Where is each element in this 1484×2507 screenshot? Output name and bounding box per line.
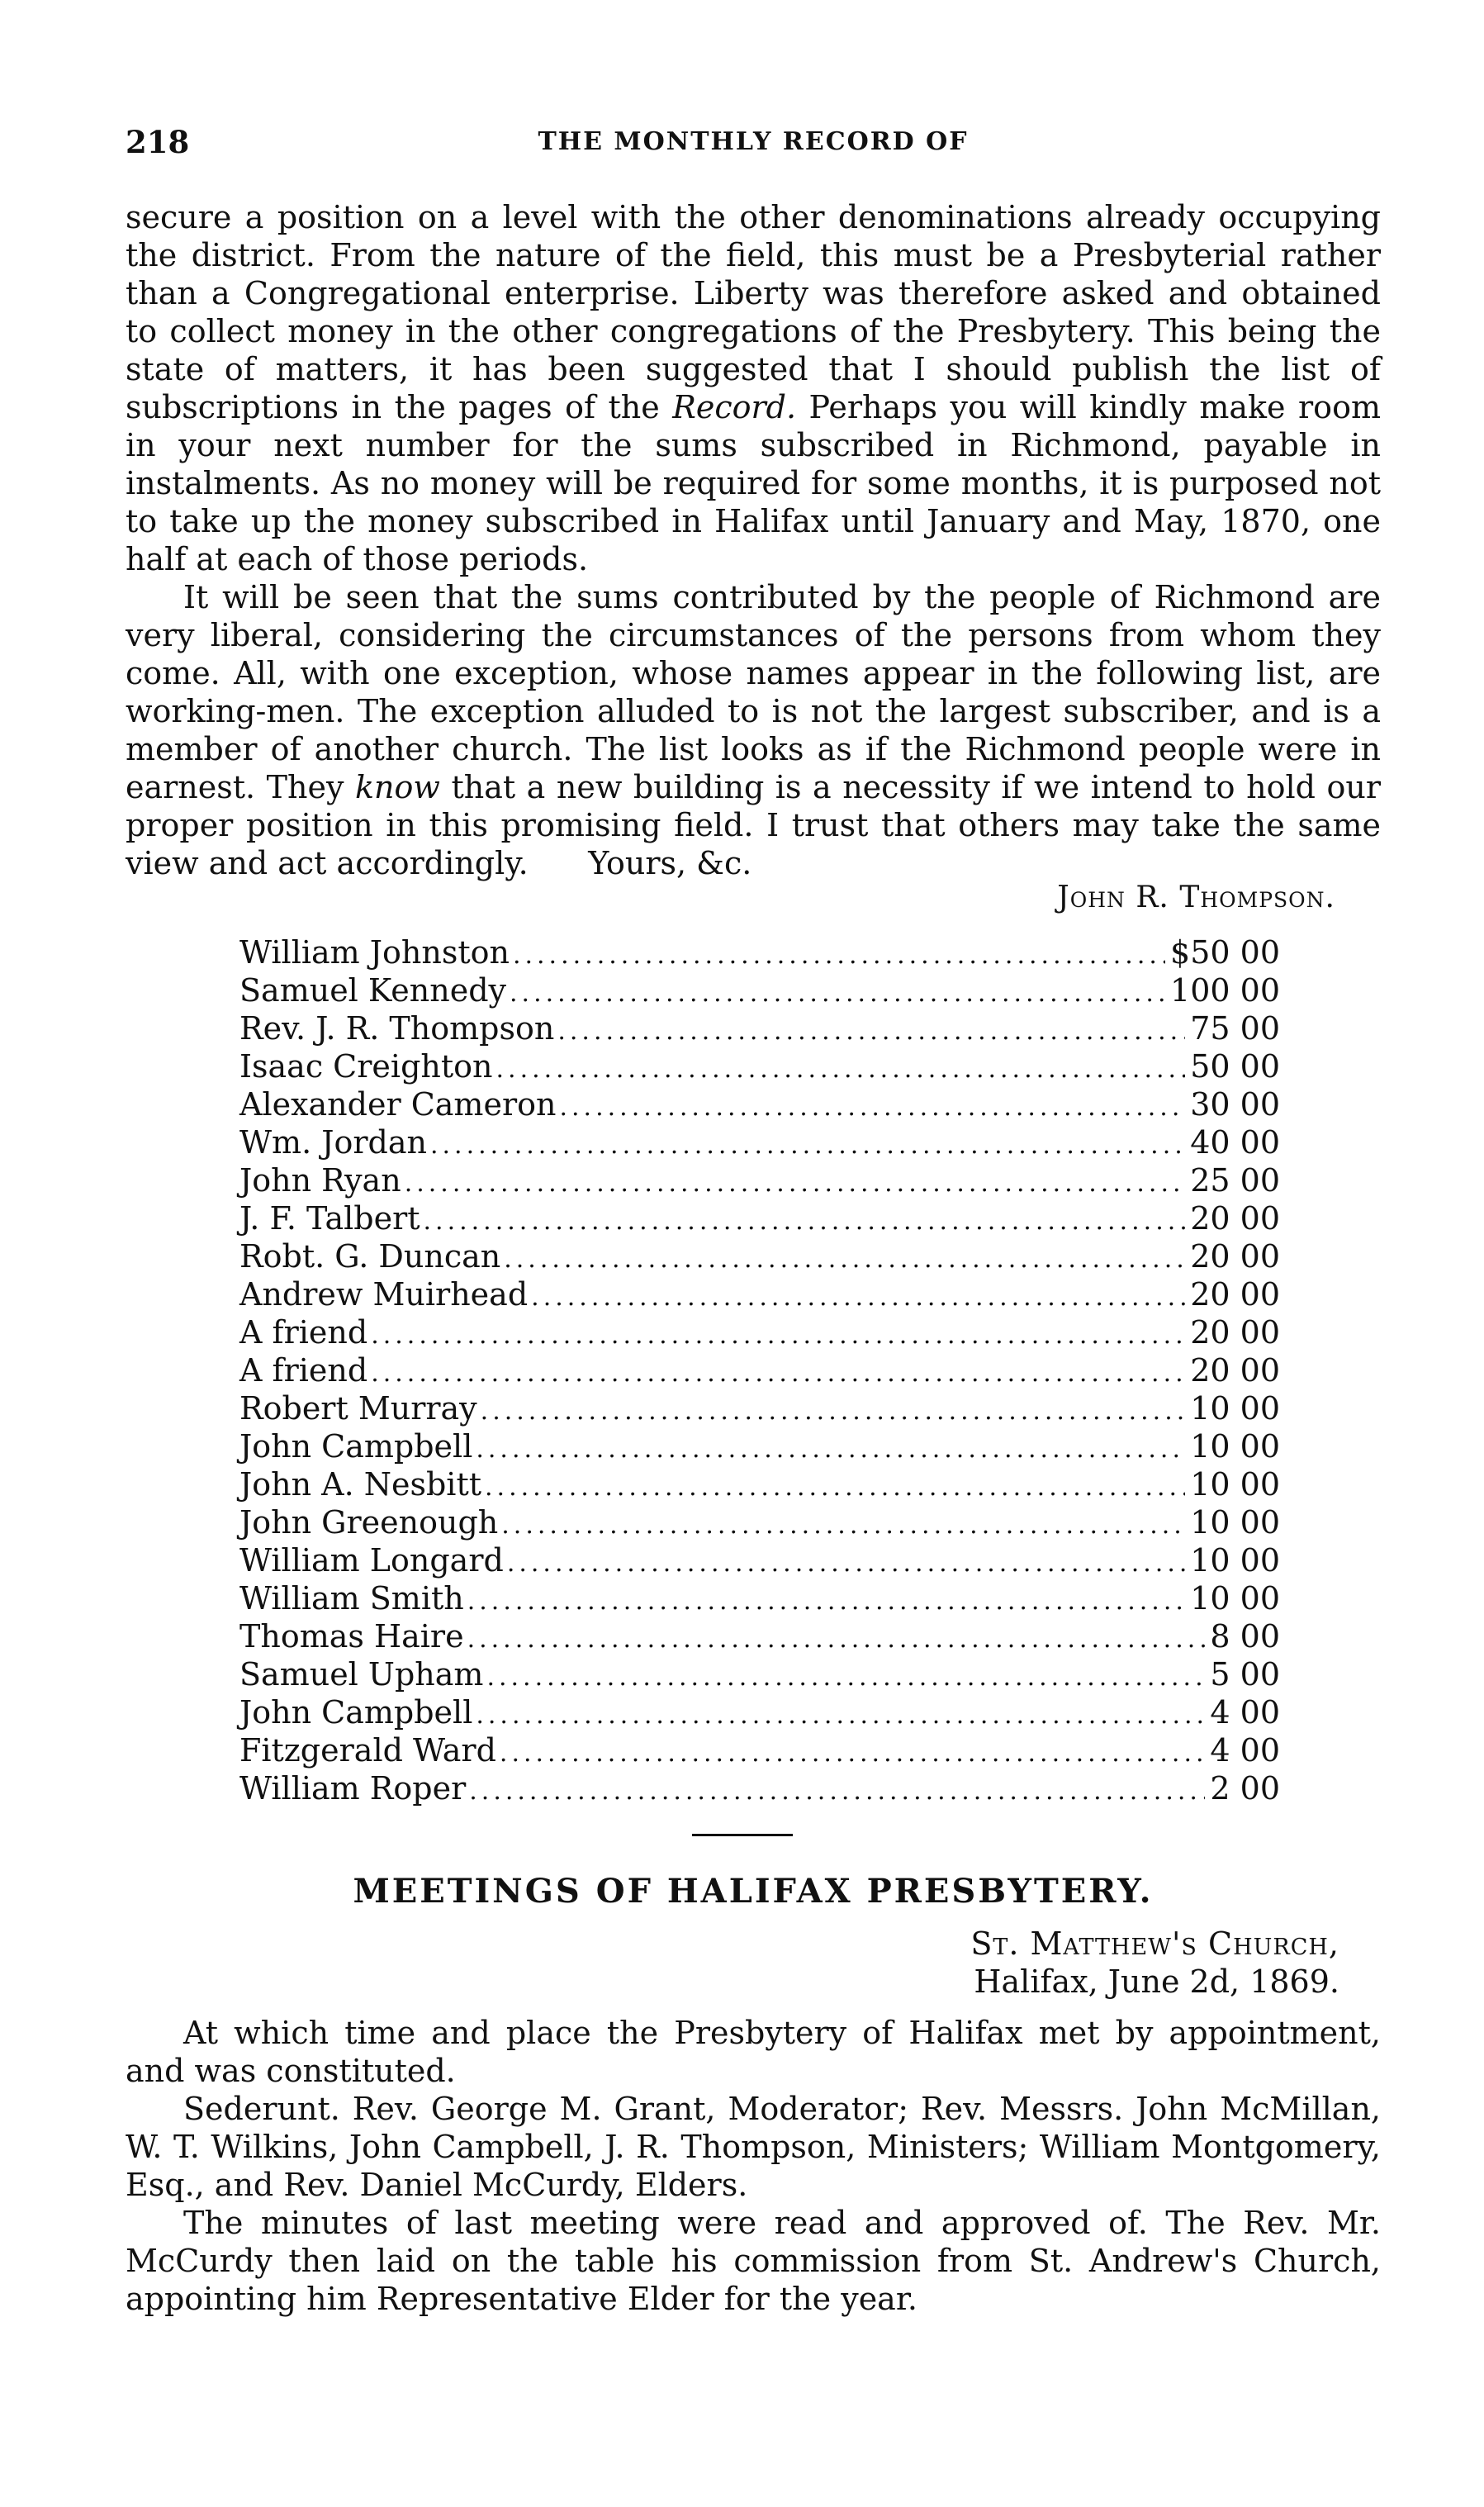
dot-leader <box>469 1773 1205 1811</box>
dot-leader <box>510 975 1165 1013</box>
subscription-row <box>239 1541 1280 1579</box>
subscriber-name: John Campbell <box>239 1428 473 1465</box>
dot-leader <box>467 1621 1206 1659</box>
subscription-amount: 10 00 <box>1190 1504 1280 1541</box>
subscription-row <box>239 1313 1280 1351</box>
dot-leader <box>486 1659 1205 1697</box>
subscriber-name: Isaac Creighton <box>239 1048 493 1085</box>
subscription-amount: 5 00 <box>1210 1656 1280 1693</box>
subscription-amount: 4 00 <box>1210 1732 1280 1769</box>
subscriber-name: Andrew Muirhead <box>239 1276 529 1313</box>
subscription-row <box>239 1009 1280 1047</box>
subscription-row <box>239 1427 1280 1465</box>
subscription-amount: $50 00 <box>1170 934 1280 971</box>
subscription-amount: 2 00 <box>1210 1770 1280 1807</box>
dot-leader <box>485 1469 1185 1507</box>
subscription-amount: 8 00 <box>1210 1618 1280 1655</box>
subscription-row <box>239 1161 1280 1199</box>
subscription-amount: 30 00 <box>1190 1086 1280 1123</box>
dot-leader <box>476 1697 1205 1735</box>
meeting-minutes <box>126 2014 1381 2318</box>
subscription-row <box>239 1237 1280 1275</box>
record-italic: Record. <box>672 389 797 425</box>
dot-leader <box>424 1203 1186 1241</box>
subscription-row <box>239 1123 1280 1161</box>
subscription-row <box>239 1693 1280 1731</box>
subscriber-name: William Longard <box>239 1542 504 1579</box>
minutes-paragraph-1: At which time and place the Presbytery of Halifax met by appointment, and was constituted. <box>126 2015 1381 2089</box>
subscriber-name: Robert Murray <box>239 1390 477 1427</box>
subscription-row <box>239 1275 1280 1313</box>
minutes-paragraph-2: Sederunt. Rev. George M. Grant, Moderator; Rev. Messrs. John McMillan, W. T. Wilkins, John Campbell, J. R. Thompson, Ministers; William Montgomery, Esq., and Rev. Daniel McCurdy, Elders. <box>126 2091 1381 2203</box>
subscription-row <box>239 1655 1280 1693</box>
dot-leader <box>371 1355 1185 1393</box>
dot-leader <box>405 1165 1186 1203</box>
dot-leader <box>557 1013 1185 1051</box>
subscription-amount: 10 00 <box>1190 1542 1280 1579</box>
subscription-amount: 10 00 <box>1190 1428 1280 1465</box>
dot-leader <box>500 1735 1205 1773</box>
letter-paragraph-1: secure a position on a level with the other denominations already occupying the district. From the nature of the field, this must be a Presbyterial rather than a Congregational enterprise. Liberty was therefore asked and obtained to collect money in the other congregations of the Presbytery. This being the state of matters, it has been suggested that I should publish the list of subscriptions in the pages of the Record. Perhaps you will kindly make room in your next number for the sums subscribed in Richmond, payable in instalments. As no money will be required for some months, it is purposed not to take up the money subscribed in Halifax until January and May, 1870, one half at each of those periods. <box>126 199 1381 577</box>
dot-leader <box>507 1545 1185 1583</box>
dot-leader <box>371 1317 1185 1355</box>
dot-leader <box>430 1127 1185 1165</box>
letter-body <box>126 198 1381 882</box>
subscription-row <box>239 1503 1280 1541</box>
subscription-amount: 20 00 <box>1190 1314 1280 1351</box>
church-name: St. Matthew's Church, <box>970 1925 1339 1962</box>
dot-leader <box>559 1089 1185 1127</box>
subscription-amount: 40 00 <box>1190 1124 1280 1161</box>
subscription-amount: 10 00 <box>1190 1466 1280 1503</box>
subscription-row <box>239 1617 1280 1655</box>
subscription-row <box>239 1731 1280 1769</box>
subscription-amount: 20 00 <box>1190 1276 1280 1313</box>
subscriber-name: John Ryan <box>239 1162 401 1199</box>
subscription-amount: 20 00 <box>1190 1352 1280 1389</box>
subscriber-name: William Smith <box>239 1580 464 1617</box>
subscriber-name: John Greenough <box>239 1504 499 1541</box>
subscription-amount: 10 00 <box>1190 1580 1280 1617</box>
subscription-amount: 20 00 <box>1190 1200 1280 1237</box>
subscription-amount: 75 00 <box>1190 1010 1280 1047</box>
dot-leader <box>501 1507 1185 1545</box>
dot-leader <box>513 937 1165 975</box>
section-title: MEETINGS OF HALIFAX PRESBYTERY. <box>353 1872 1154 1911</box>
page-header <box>126 124 1381 173</box>
meeting-location <box>126 1925 1339 2001</box>
place-date: Halifax, June 2d, 1869. <box>974 1963 1339 2000</box>
subscription-row <box>239 1351 1280 1389</box>
signature: John R. Thompson. <box>1057 881 1335 914</box>
subscriber-name: Fitzgerald Ward <box>239 1732 496 1769</box>
subscription-amount: 4 00 <box>1210 1694 1280 1731</box>
dot-leader <box>476 1431 1185 1469</box>
subscription-row <box>239 1047 1280 1085</box>
subscription-row <box>239 1465 1280 1503</box>
subscription-amount: 10 00 <box>1190 1390 1280 1427</box>
subscription-row <box>239 1769 1280 1807</box>
subscriber-name: Thomas Haire <box>239 1618 464 1655</box>
subscriber-name: A friend <box>239 1314 368 1351</box>
subscriber-name: William Johnston <box>239 934 510 971</box>
subscriber-name: Wm. Jordan <box>239 1124 427 1161</box>
subscriber-name: A friend <box>239 1352 368 1389</box>
subscription-row <box>239 1389 1280 1427</box>
subscription-row <box>239 1085 1280 1123</box>
subscriber-name: Rev. J. R. Thompson <box>239 1010 555 1047</box>
letter-paragraph-2: It will be seen that the sums contributed by the people of Richmond are very liberal, considering the circumstances of the persons from whom they come. All, with one exception, whose names appear in the following list, are working-men. The exception alluded to is not the largest subscriber, and is a member of another church. The list looks as if the Richmond people were in earnest. They know that a new building is a necessity if we intend to hold our proper position in this promising field. I trust that others may take the same view and act accordingly. Yours, &c. <box>126 579 1381 881</box>
subscription-amount: 25 00 <box>1190 1162 1280 1199</box>
subscriber-name: John A. Nesbitt <box>239 1466 481 1503</box>
know-italic: know <box>355 769 440 805</box>
subscriber-name: John Campbell <box>239 1694 473 1731</box>
subscription-amount: 50 00 <box>1190 1048 1280 1085</box>
subscriber-name: Samuel Upham <box>239 1656 484 1693</box>
subscriber-name: Samuel Kennedy <box>239 972 506 1009</box>
subscription-row <box>239 1579 1280 1617</box>
letter-closing: Yours, &c. <box>588 845 752 881</box>
page-number: 218 <box>126 124 190 160</box>
minutes-paragraph-3: The minutes of last meeting were read and approved of. The Rev. Mr. McCurdy then laid on the table his commission from St. Andrew's Church, appointing him Representative Elder for the year. <box>126 2205 1381 2317</box>
subscription-row <box>239 1199 1280 1237</box>
section-divider <box>692 1834 793 1836</box>
subscription-amount: 20 00 <box>1190 1238 1280 1275</box>
dot-leader <box>467 1583 1185 1621</box>
dot-leader <box>496 1051 1186 1089</box>
dot-leader <box>481 1393 1186 1431</box>
subscriber-name: Robt. G. Duncan <box>239 1238 501 1275</box>
dot-leader <box>504 1241 1185 1279</box>
subscription-row <box>239 971 1280 1009</box>
subscriber-name: J. F. Talbert <box>239 1200 420 1237</box>
subscriber-name: Alexander Cameron <box>239 1086 557 1123</box>
subscription-row <box>239 933 1280 971</box>
subscriber-name: William Roper <box>239 1770 467 1807</box>
subscription-amount: 100 00 <box>1170 972 1280 1009</box>
dot-leader <box>531 1279 1185 1317</box>
running-head: THE MONTHLY RECORD OF <box>538 127 969 156</box>
subscription-list <box>239 933 1280 1807</box>
